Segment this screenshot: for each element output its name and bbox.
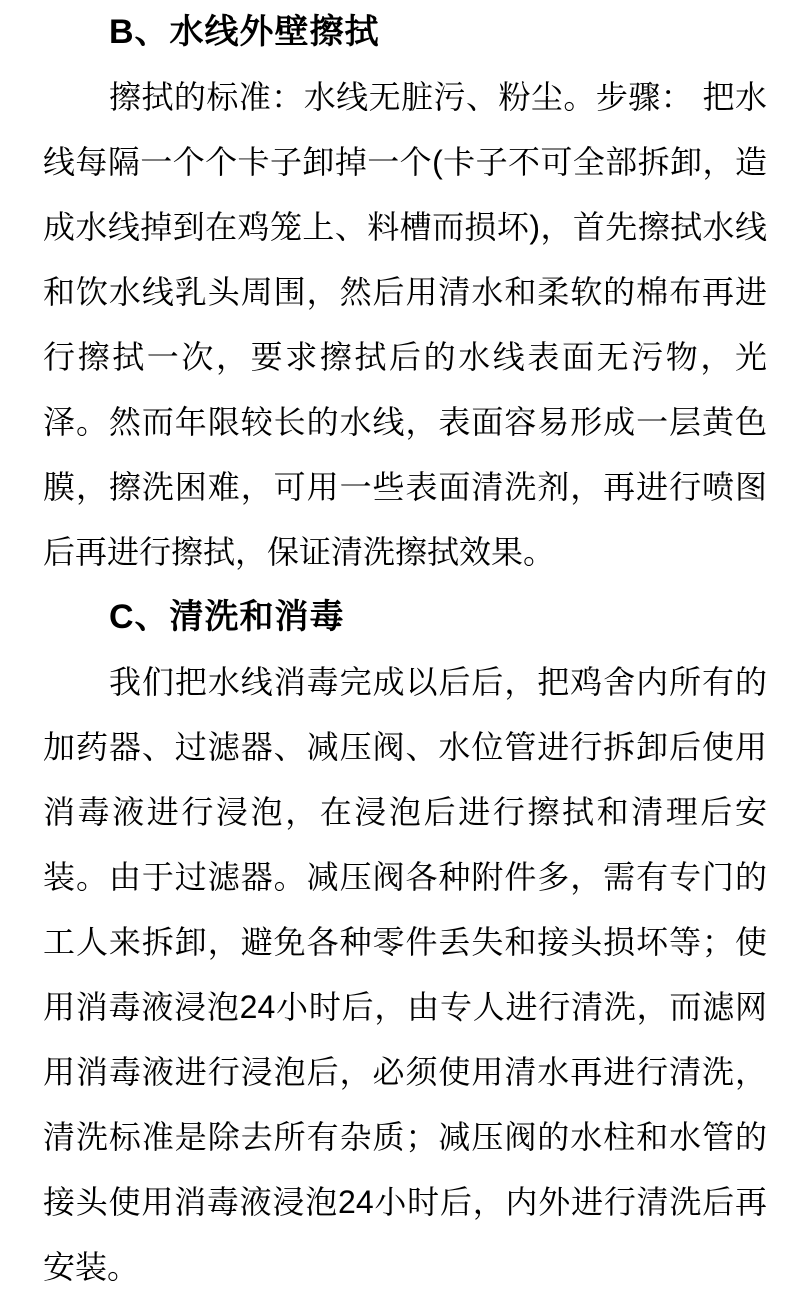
text-line: 消毒液进行浸泡，在浸泡后进行擦拭和清理后安 (43, 794, 767, 830)
text-line: 装。由于过滤器。减压阀各种附件多，需有专门的 (43, 859, 767, 895)
text-line: 泽。然而年限较长的水线，表面容易形成一层黄色 (43, 404, 767, 440)
text-line: 膜，擦洗困难，可用一些表面清洗剂，再进行喷图 (43, 469, 767, 505)
text-line: 我们把水线消毒完成以后后，把鸡舍内所有的 (109, 664, 767, 700)
text-line: 用消毒液进行浸泡后，必须使用清水再进行清洗， (43, 1054, 767, 1090)
text-line: 加药器、过滤器、减压阀、水位管进行拆卸后使用 (43, 729, 767, 765)
text-line: 擦拭的标准：水线无脏污、粉尘。步骤： 把水 (109, 79, 767, 115)
text-line: 工人来拆卸，避免各种零件丢失和接头损坏等；使 (43, 924, 767, 960)
text-line: 安装。 (43, 1249, 140, 1285)
text-line: 清洗标准是除去所有杂质；减压阀的水柱和水管的 (43, 1119, 767, 1155)
text-line: 行擦拭一次，要求擦拭后的水线表面无污物，光 (43, 339, 767, 375)
text-line: 接头使用消毒液浸泡24小时后，内外进行清洗后再 (43, 1184, 767, 1220)
text-line: 线每隔一个个卡子卸掉一个(卡子不可全部拆卸，造 (43, 144, 767, 180)
section-heading-c: C、清洗和消毒 (109, 598, 345, 636)
text-line: 后再进行擦拭，保证清洗擦拭效果。 (43, 534, 556, 570)
text-line: 成水线掉到在鸡笼上、料槽而损坏)，首先擦拭水线 (43, 209, 767, 245)
section-heading-b: B、水线外壁擦拭 (109, 13, 380, 51)
text-line: 用消毒液浸泡24小时后，由专人进行清洗，而滤网 (43, 989, 767, 1025)
text-line: 和饮水线乳头周围，然后用清水和柔软的棉布再进 (43, 274, 767, 310)
